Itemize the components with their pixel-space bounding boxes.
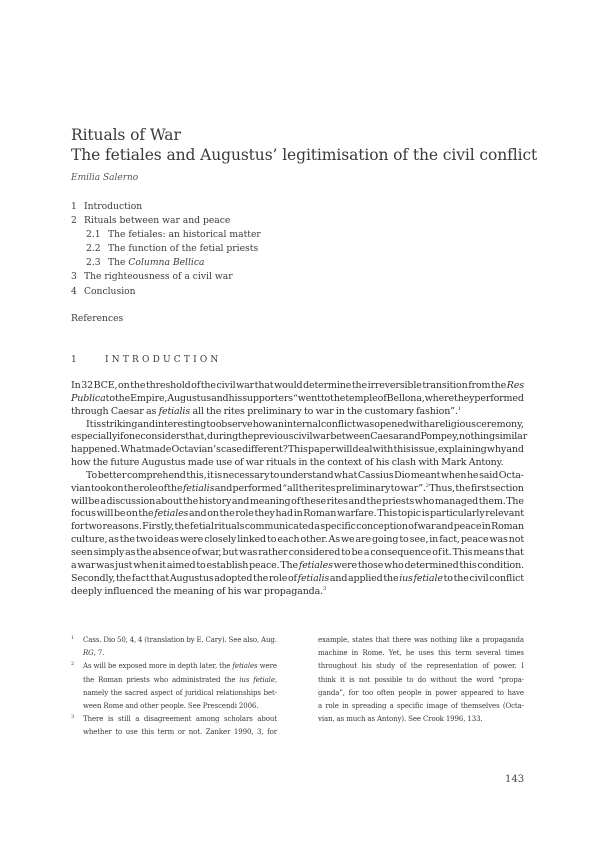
footnote-line: a role in spreading a specific image of themselves (Octa- [318,701,524,710]
body-line: how the future Augustus made use of war rituals in the context of his clash with Mark Antony. [71,457,504,469]
footnote-number: 1 [71,635,75,641]
toc-item-label: Introduction [84,201,143,212]
toc-item-label: Rituals between war and peace [84,215,231,227]
toc-item-label: The fetiales: an historical matter [108,229,261,241]
footnote-line: think it is not possible to do without the word “propa- [318,675,524,684]
footnote-number: 3 [71,714,75,721]
page-number: 143 [505,774,525,785]
chapter-title: Rituals of War [71,126,181,144]
footnote-line: throughout his study of the representation of power. I [318,662,524,671]
author-name: Emilia Salerno [71,173,139,183]
body-line: It is striking and interesting to observe how an internal conflict was opened with a religious ceremony, [86,418,524,430]
footnote-line: example, states that there was nothing like a propaganda [318,636,524,644]
toc-item-label: The Columna Bellica [108,257,205,269]
footnotes-left-column [71,634,277,740]
body-line: a war was just when it aimed to establish peace. The fetiales were those who determined this condition. [71,559,524,571]
body-line: Publica to the Empire, Augustus and his supporters “went to the temple of Bellona, where they performed [71,392,524,404]
footnote-line: ganda”, for too often people in power appeared to have [318,688,524,697]
toc-item [71,214,261,228]
section-number: 1 [71,355,77,365]
toc-item-label: The righteousness of a civil war [84,271,233,283]
toc-item [71,285,261,299]
toc-references: References [71,313,124,324]
toc-item-number: 2.3 [86,257,101,269]
toc-item-label: The function of the fetial priests [108,243,259,255]
body-line: will be a discussion about the history and meaning of these rites and the priests who managed them. The [71,495,524,507]
toc-item [71,200,261,214]
body-line: deeply influenced the meaning of his war propaganda.$^3$ [71,585,327,597]
footnote-line: vian, as much as Antony). See Crook 1996, 133. [318,715,483,724]
footnotes-right-column [318,634,524,726]
body-line: for two reasons. Firstly, the fetial rituals communicated a specific conception of war and peace in Roman [71,521,524,533]
body-line: vian took on the role of the fetialis and performed “all the rites preliminary to war”.$^2$ Thus, the first section [71,482,524,494]
body-line: seen simply as the absence of war, but was rather considered to be a consequence of it. This means that [71,546,524,558]
footnote: 2 As will be exposed more in depth later, the fetiales were the Roman priests who administrated the ius fetiale, namely the sacred aspect of juridical relationships bet- ween Rome and other people. See Prescendi 2006. [71,660,277,713]
body-line: culture, as the two ideas were closely linked to each other. As we are going to see, in fact, peace was not [71,534,524,546]
toc-item [71,228,261,242]
toc-item-number: 2.1 [86,229,101,241]
footnote-number: 2 [71,661,75,668]
section-heading [71,355,222,365]
body-text [71,380,528,598]
toc-item [71,270,261,284]
body-line: especially if one considers that, during the previous civil war between Caesar and Pompey, nothing similar [71,431,528,443]
body-line: In 32 BCE, on the threshold of the civil war that would determine the irreversible transition from the Res [71,380,524,391]
body-line: happened. What made Octavian’s case different? This paper will deal with this issue, explaining why and [71,444,524,456]
body-line: through Caesar as fetialis all the rites preliminary to war in the customary fashion”.$^1$ [71,405,461,417]
footnote: 1 Cass. Dio 50, 4, 4 (translation by E. Cary). See also, Aug. RG, 7. [71,634,277,660]
footnote-line: machine in Rome. Yet, he uses this term several times [318,649,524,658]
toc-item [71,242,261,256]
body-line: Secondly, the fact that Augustus adopted the role of fetialis and applied the ius fetiale to the civil conflict [71,572,524,584]
toc-item-number: 2 [71,215,77,227]
footnote: 3 There is still a disagreement among scholars about whether to use this term or not. Zanker 1990, 3, for [71,713,277,739]
body-line: focus will be on the fetiales and on the role they had in Roman warfare. This topic is particularly relevant [71,508,524,520]
body-line: To better comprehend this, it is necessary to understand what Cassius Dio meant when he said Octa- [86,469,524,481]
toc-item-number: 1 [71,201,77,212]
toc-item-number: 4 [71,285,77,297]
table-of-contents [71,200,261,299]
toc-item-label: Conclusion [84,285,136,297]
toc-item-number: 2.2 [86,243,101,255]
toc-item [71,256,261,270]
chapter-subtitle: The fetiales and Augustus’ legitimisation of the civil conflict [71,146,538,164]
section-title: INTRODUCTION [105,355,222,365]
toc-item-number: 3 [71,271,77,283]
